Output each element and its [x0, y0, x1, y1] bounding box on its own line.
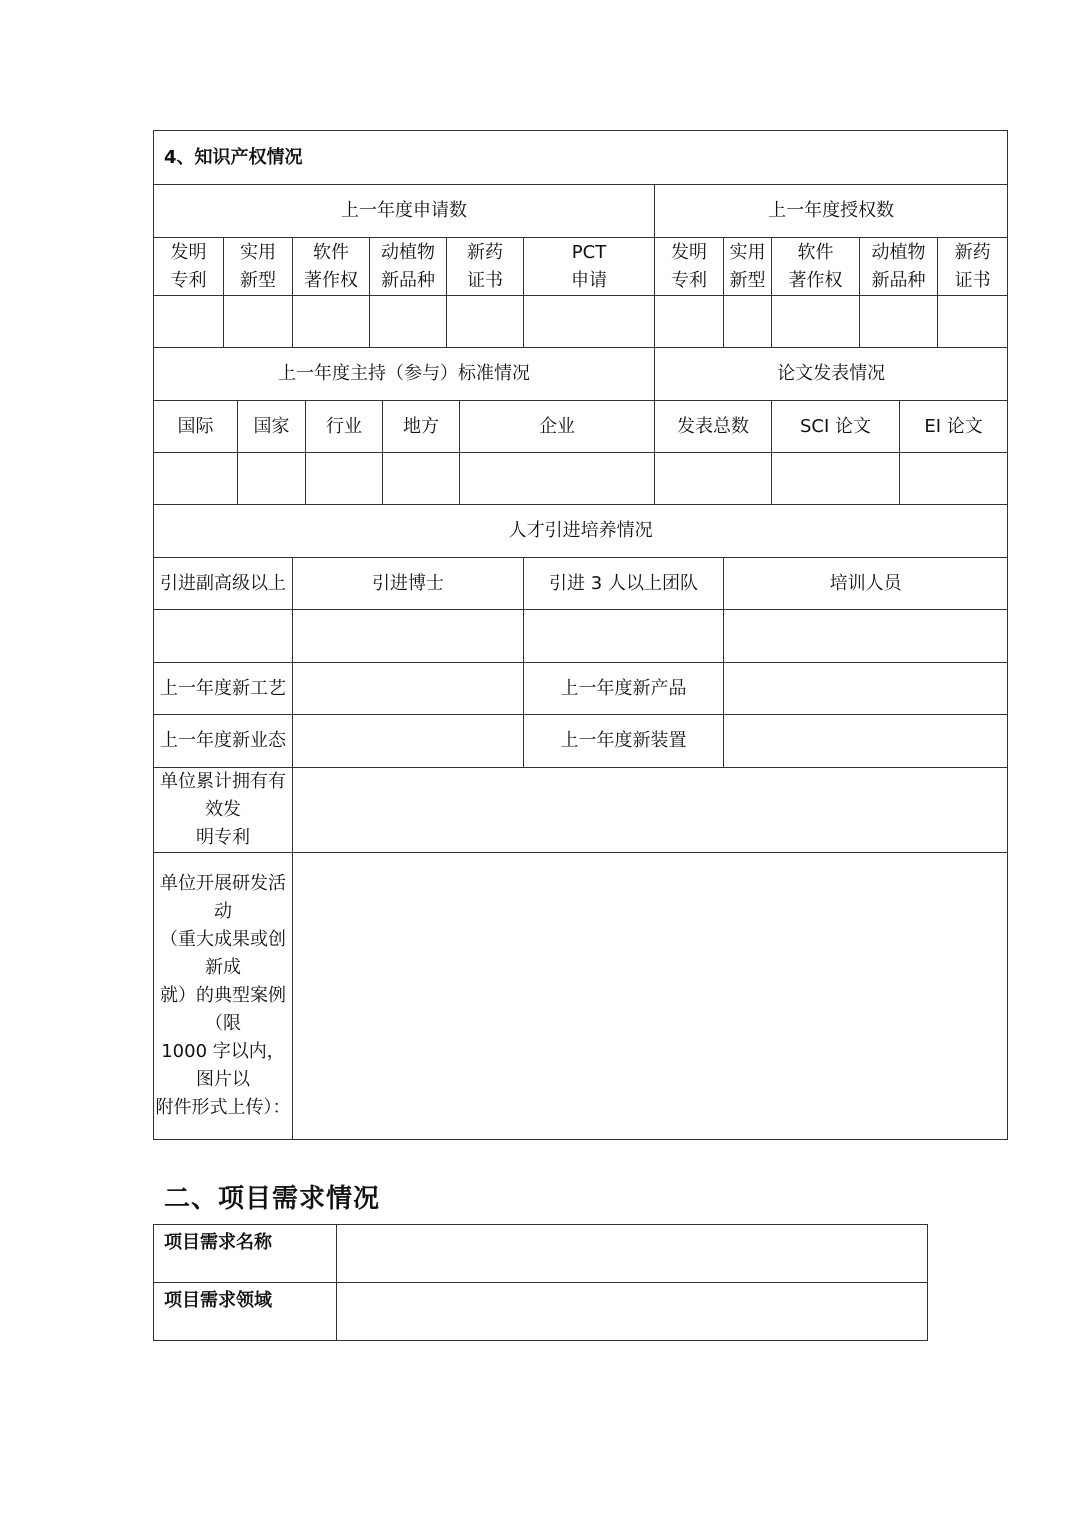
standard-header: 上一年度主持（参与）标准情况 — [154, 348, 655, 401]
new-product-label: 上一年度新产品 — [524, 663, 724, 715]
grant-drug-input[interactable] — [938, 296, 1008, 348]
standard-national-input[interactable] — [238, 453, 306, 505]
apply-col-invention: 发明 专利 — [154, 238, 224, 296]
rd-cases-input[interactable] — [293, 853, 1008, 1140]
grant-count-header: 上一年度授权数 — [655, 185, 1008, 238]
valid-patents-input[interactable] — [293, 768, 1008, 853]
new-business-input[interactable] — [293, 715, 524, 768]
paper-ei-input[interactable] — [900, 453, 1008, 505]
section-2-title: 二、项目需求情况 — [164, 1184, 381, 1214]
grant-col-utility: 实用 新型 — [724, 238, 772, 296]
valid-patents-label: 单位累计拥有有效发 明专利 — [154, 768, 293, 853]
apply-col-drug: 新药 证书 — [447, 238, 524, 296]
apply-utility-input[interactable] — [224, 296, 293, 348]
paper-sci-input[interactable] — [772, 453, 900, 505]
standard-col-local: 地方 — [383, 401, 460, 453]
grant-utility-input[interactable] — [724, 296, 772, 348]
new-product-input[interactable] — [724, 663, 1008, 715]
apply-pct-input[interactable] — [524, 296, 655, 348]
apply-col-software: 软件 著作权 — [293, 238, 370, 296]
standard-col-industry: 行业 — [306, 401, 383, 453]
new-device-label: 上一年度新装置 — [524, 715, 724, 768]
paper-col-ei: EI 论文 — [900, 401, 1008, 453]
apply-plant-input[interactable] — [370, 296, 447, 348]
talent-col-training: 培训人员 — [724, 558, 1008, 610]
ip-table — [153, 130, 1008, 1140]
apply-col-plant: 动植物 新品种 — [370, 238, 447, 296]
new-process-label: 上一年度新工艺 — [154, 663, 293, 715]
grant-plant-input[interactable] — [860, 296, 938, 348]
standard-local-input[interactable] — [383, 453, 460, 505]
talent-training-input[interactable] — [724, 610, 1008, 663]
ip-section-title: 4、知识产权情况 — [154, 131, 1008, 185]
talent-header: 人才引进培养情况 — [154, 505, 1008, 558]
demand-name-input[interactable] — [337, 1225, 928, 1283]
talent-col-senior: 引进副高级以上 — [154, 558, 293, 610]
standard-col-national: 国家 — [238, 401, 306, 453]
apply-count-header: 上一年度申请数 — [154, 185, 655, 238]
grant-col-invention: 发明 专利 — [655, 238, 724, 296]
grant-software-input[interactable] — [772, 296, 860, 348]
grant-col-drug: 新药 证书 — [938, 238, 1008, 296]
demand-table — [153, 1224, 928, 1341]
apply-invention-input[interactable] — [154, 296, 224, 348]
demand-field-label: 项目需求领域 — [154, 1283, 337, 1341]
paper-col-total: 发表总数 — [655, 401, 772, 453]
rd-cases-label: 单位开展研发活动 （重大成果或创新成 就）的典型案例（限 1000 字以内，图片以 附件形式上传）： — [154, 853, 293, 1140]
standard-international-input[interactable] — [154, 453, 238, 505]
talent-col-phd: 引进博士 — [293, 558, 524, 610]
standard-industry-input[interactable] — [306, 453, 383, 505]
new-business-label: 上一年度新业态 — [154, 715, 293, 768]
paper-col-sci: SCI 论文 — [772, 401, 900, 453]
talent-team-input[interactable] — [524, 610, 724, 663]
paper-total-input[interactable] — [655, 453, 772, 505]
demand-field-input[interactable] — [337, 1283, 928, 1341]
talent-phd-input[interactable] — [293, 610, 524, 663]
apply-drug-input[interactable] — [447, 296, 524, 348]
grant-invention-input[interactable] — [655, 296, 724, 348]
apply-software-input[interactable] — [293, 296, 370, 348]
apply-col-utility: 实用 新型 — [224, 238, 293, 296]
talent-senior-input[interactable] — [154, 610, 293, 663]
new-device-input[interactable] — [724, 715, 1008, 768]
standard-col-enterprise: 企业 — [460, 401, 655, 453]
paper-header: 论文发表情况 — [655, 348, 1008, 401]
demand-name-label: 项目需求名称 — [154, 1225, 337, 1283]
apply-col-pct: PCT 申请 — [524, 238, 655, 296]
standard-enterprise-input[interactable] — [460, 453, 655, 505]
grant-col-software: 软件 著作权 — [772, 238, 860, 296]
standard-col-international: 国际 — [154, 401, 238, 453]
talent-col-team: 引进 3 人以上团队 — [524, 558, 724, 610]
grant-col-plant: 动植物 新品种 — [860, 238, 938, 296]
new-process-input[interactable] — [293, 663, 524, 715]
